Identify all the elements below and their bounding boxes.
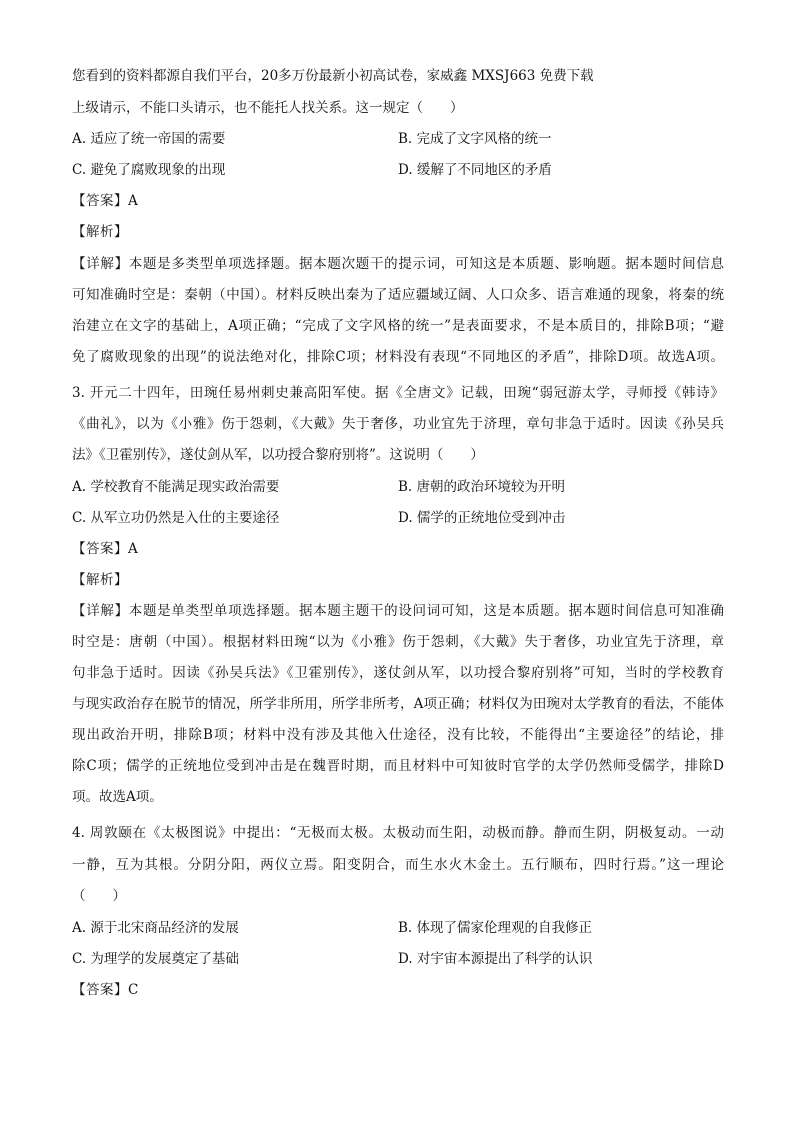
q2-detail-line: 免了腐败现象的出现”的说法绝对化，排除C项；材料没有表现“不同地区的矛盾”，排除D项。故选A项。 [72,349,724,365]
q4-option-a: A. 源于北宋商品经济的发展 [72,920,239,936]
q2-option-c: C. 避免了腐败现象的出现 [72,162,226,178]
q3-detail-line: 时空是：唐朝（中国）。根据材料田琬“以为《小雅》伤于怨刺，《大戴》失于奢侈，功业宜先于济理，章 [72,634,724,650]
q3-option-c: C. 从军立功仍然是入仕的主要途径 [72,510,280,526]
question-4-stem-line: 一静，互为其根。分阴分阳，两仪立焉。阳变阴合，而生水火木金土。五行顺布，四时行焉。”这一理论 [72,857,724,873]
q3-option-d: D. 儒学的正统地位受到冲击 [398,510,566,526]
q2-detail-line: 可知准确时空是：秦朝（中国）。材料反映出秦为了适应疆域辽阔、人口众多、语言难通的现象，将秦的统 [72,287,724,303]
q4-option-b: B. 体现了儒家伦理观的自我修正 [398,920,593,936]
q3-detail-line: 句非急于适时。因读《孙吴兵法》《卫霍别传》，遂仗剑从军，以功授合黎府别将”可知，当时的学校教育 [72,665,724,681]
q2-analysis-label: 【解析】 [72,224,128,240]
q2-option-a: A. 适应了统一帝国的需要 [72,131,226,147]
question-4-stem-line: 4. 周敦颐在《太极图说》中提出：“无极而太极。太极动而生阳，动极而静。静而生阴，阴极复动。一动 [72,825,724,841]
q3-answer: 【答案】A [72,541,139,557]
header-promo: 您看到的资料都源自我们平台，20多万份最新小初高试卷，家威鑫 MXSJ663 免费下载 [72,68,594,84]
q3-detail-line: 与现实政治存在脱节的情况，所学非所用，所学非所考，A项正确；材料仅为田琬对太学教育的看法，不能体 [72,696,724,712]
question-3-stem-line: 法》《卫霍别传》，遂仗剑从军，以功授合黎府别将”。这说明（ ） [72,447,484,463]
question-4-stem-line: （ ） [72,888,126,904]
q3-analysis-label: 【解析】 [72,572,128,588]
question-2-stem: 上级请示，不能口头请示，也不能托人找关系。这一规定（ ） [72,100,464,116]
q3-option-a: A. 学校教育不能满足现实政治需要 [72,479,280,495]
q2-answer: 【答案】A [72,193,139,209]
q4-option-d: D. 对宇宙本源提出了科学的认识 [398,951,593,967]
q3-detail-line: 除C项；儒学的正统地位受到冲击是在魏晋时期，而且材料中可知彼时官学的太学仍然师受儒学，排除D [72,758,724,774]
q2-option-b: B. 完成了文字风格的统一 [398,131,552,147]
question-3-stem-line: 3. 开元二十四年，田琬任易州刺史兼高阳军使。据《全唐文》记载，田琬“弱冠游太学，寻师授《韩诗》 [72,385,724,401]
q3-detail-line: 项。故选A项。 [72,789,163,805]
q3-option-b: B. 唐朝的政治环境较为开明 [398,479,566,495]
q4-answer: 【答案】C [72,982,139,998]
q2-option-d: D. 缓解了不同地区的矛盾 [398,162,552,178]
q2-detail-line: 【详解】本题是多类型单项选择题。据本题次题干的提示词，可知这是本质题、影响题。据本题时间信息 [72,256,724,272]
q4-option-c: C. 为理学的发展奠定了基础 [72,951,239,967]
q3-detail-line: 现出政治开明，排除B项；材料中没有涉及其他入仕途径，没有比较，不能得出“主要途径”的结论，排 [72,727,724,743]
question-3-stem-line: 《曲礼》，以为《小雅》伤于怨刺，《大戴》失于奢侈，功业宜先于济理，章句非急于适时。因读《孙吴兵 [72,416,724,432]
q3-detail-line: 【详解】本题是单类型单项选择题。据本题主题干的设问词可知，这是本质题。据本题时间信息可知准确 [72,603,724,619]
q2-detail-line: 治建立在文字的基础上，A项正确；“完成了文字风格的统一”是表面要求，不是本质目的，排除B项；“避 [72,318,724,334]
